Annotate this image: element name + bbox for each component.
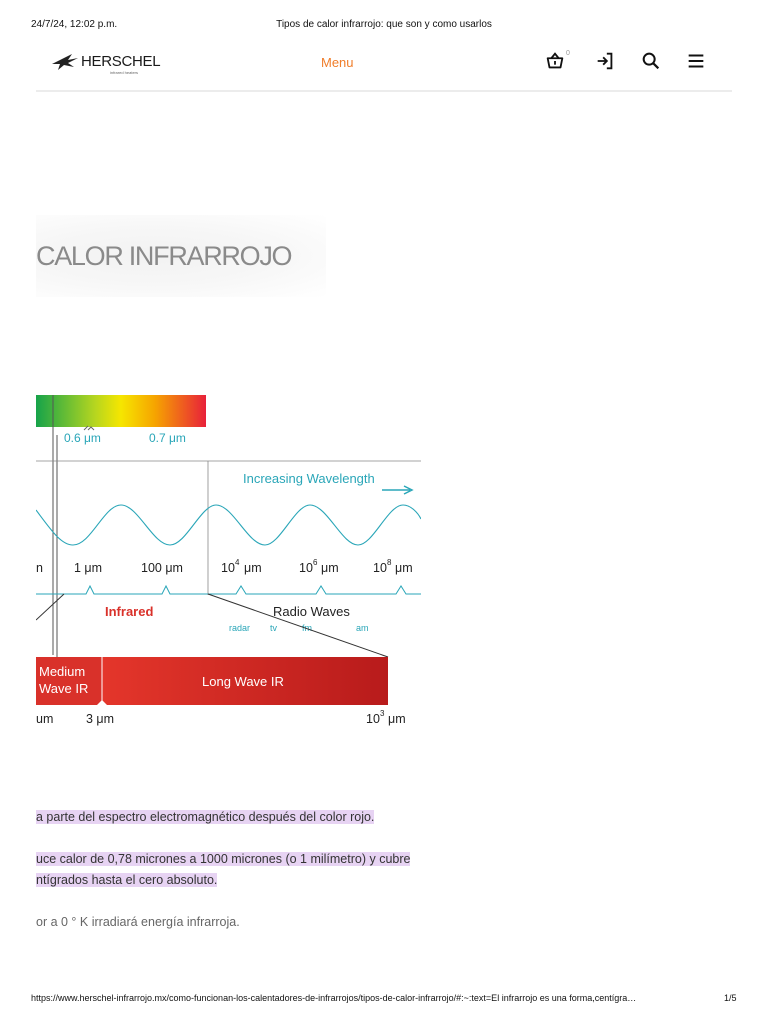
print-url: https://www.herschel-infrarrojo.mx/como-funcionan-los-calentadores-de-infrarrojos/tipos-de-calor-infrarrojo/#:~:text=El infrarrojo es una forma,centígra… xyxy=(31,993,637,1003)
print-footer xyxy=(0,993,768,1007)
label-long-wave-ir: Long Wave IR xyxy=(202,674,284,689)
hamburger-icon[interactable] xyxy=(685,50,711,76)
visible-spectrum-bar xyxy=(36,395,206,427)
label-10e6-exp: 6 xyxy=(313,558,318,567)
label-fm: fm xyxy=(302,623,312,633)
label-infrared: Infrared xyxy=(105,604,154,619)
label-10e8-exp: 8 xyxy=(387,558,392,567)
hero-title: CALOR INFRARROJO xyxy=(36,241,292,271)
paragraph-2-line-2 xyxy=(36,873,217,887)
bird-logo-icon xyxy=(50,52,80,72)
scale-ticks xyxy=(36,586,421,594)
logo-tagline: infrared heaters xyxy=(110,70,139,75)
menu-link[interactable]: Menu xyxy=(321,55,354,70)
label-10e4-unit: μm xyxy=(244,561,262,575)
label-10e4-base: 10 xyxy=(221,561,235,575)
print-header xyxy=(0,19,768,33)
label-10e4-exp: 4 xyxy=(235,558,240,567)
label-0-6um: 0.6 μm xyxy=(64,431,101,445)
label-radio-waves: Radio Waves xyxy=(273,604,350,619)
logo-text: HERSCHEL xyxy=(81,53,161,70)
paragraph-2-line-1 xyxy=(36,852,410,866)
label-increasing-wavelength: Increasing Wavelength xyxy=(243,471,375,486)
label-partial: n xyxy=(36,561,43,575)
cart-count: 0 xyxy=(566,50,570,57)
highlight-2b: ntígrados hasta el cero absoluto. xyxy=(36,873,218,887)
label-10e3-base: 10 xyxy=(366,712,380,726)
label-radar: radar xyxy=(229,623,251,633)
spectrum-figure xyxy=(36,395,421,735)
site-header xyxy=(36,44,732,92)
hero-title-block xyxy=(36,215,326,297)
search-icon[interactable] xyxy=(640,50,666,76)
label-3um: 3 μm xyxy=(86,712,115,726)
label-tv: tv xyxy=(270,623,278,633)
print-date: 24/7/24, 12:02 p.m. xyxy=(31,19,118,30)
print-page-number: 1/5 xyxy=(724,993,737,1003)
label-10e6-unit: μm xyxy=(321,561,339,575)
label-10e8-base: 10 xyxy=(373,561,387,575)
paragraph-1 xyxy=(36,810,374,824)
print-title: Tipos de calor infrarrojo: que son y como usarlos xyxy=(276,19,492,30)
paragraph-3: or a 0 ° K irradiará energía infrarroja. xyxy=(36,915,240,929)
label-0-7um: 0.7 μm xyxy=(149,431,186,445)
basket-icon[interactable] xyxy=(544,50,570,76)
label-10e3-exp: 3 xyxy=(380,709,385,718)
label-10e3-unit: μm xyxy=(388,712,406,726)
label-1um: 1 μm xyxy=(74,561,103,575)
label-100um: 100 μm xyxy=(141,561,183,575)
label-am: am xyxy=(356,623,369,633)
login-icon[interactable] xyxy=(594,50,620,76)
wave-line xyxy=(36,505,421,545)
label-bottom-partial: um xyxy=(36,712,54,726)
label-10e6-base: 10 xyxy=(299,561,313,575)
highlight-1: a parte del espectro electromagnético después del color rojo. xyxy=(36,810,375,824)
label-10e8-unit: μm xyxy=(395,561,413,575)
label-wave-ir: Wave IR xyxy=(39,681,89,696)
highlight-2a: uce calor de 0,78 micrones a 1000 micrones (o 1 milímetro) y cubre xyxy=(36,852,411,866)
herschel-logo[interactable] xyxy=(50,50,170,74)
label-medium: Medium xyxy=(39,664,86,679)
